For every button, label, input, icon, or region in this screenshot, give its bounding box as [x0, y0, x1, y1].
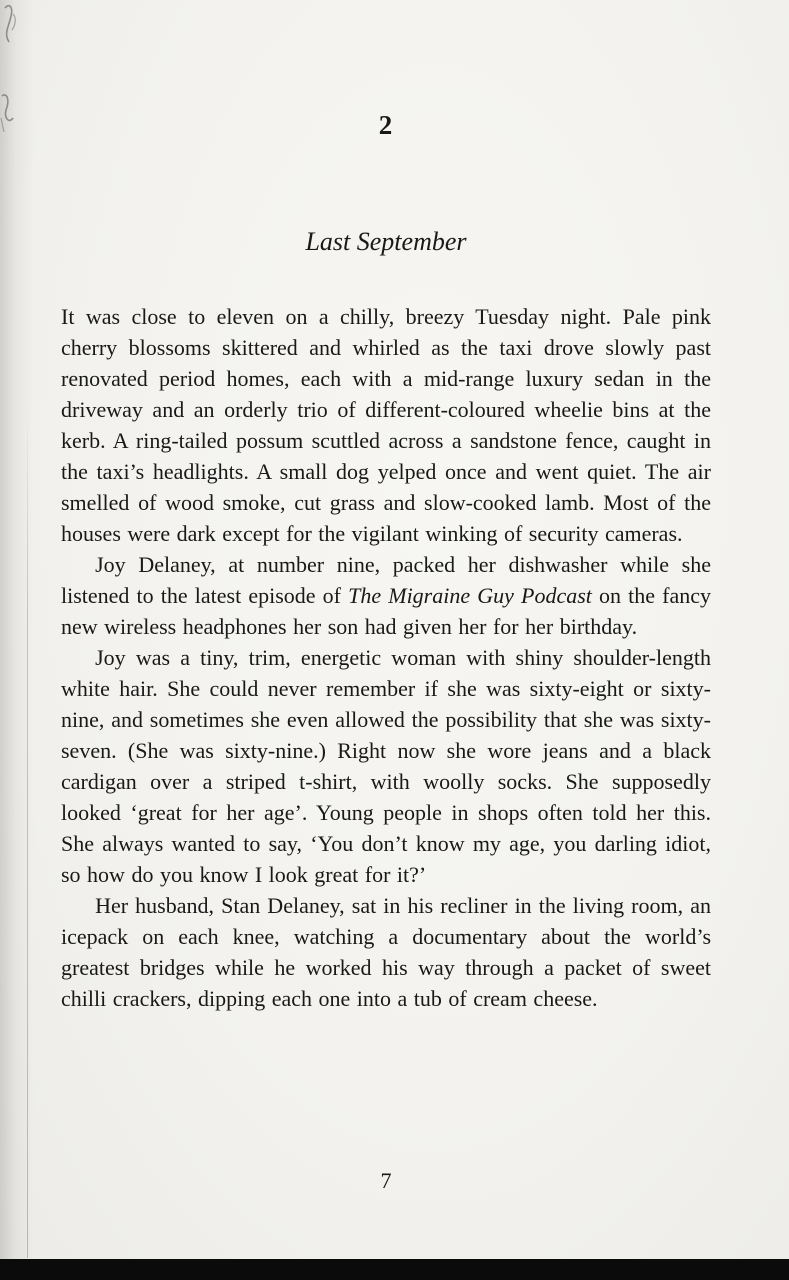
margin-scribble-marks	[0, 0, 30, 160]
paragraph-2-text-after: on the fancy new wireless headphones her son had given her for her birthday.	[61, 583, 712, 639]
page-content	[61, 0, 711, 1280]
paragraph-2-text-before: Joy Delaney, at number nine, packed her dishwasher while she listened to the latest episode of	[61, 552, 711, 608]
scan-bottom-bar	[0, 1259, 789, 1280]
podcast-title-italic: The Migraine Guy Podcast	[348, 583, 592, 608]
paragraph-4: Her husband, Stan Delaney, sat in his recliner in the living room, an icepack on each knee, watching a documentary about the world’s greatest bridges while he worked his way through a packet of sweet chilli crackers, dipping each one into a tub of cream cheese.	[61, 893, 711, 1011]
paragraph-3: Joy was a tiny, trim, energetic woman with shiny shoulder-length white hair. She could never remember if she was sixty-eight or sixty-nine, and sometimes she even allowed the possibility that she was sixty-seven. (She was sixty-nine.) Right now she wore jeans and a black cardigan over a striped t-shirt, with woolly socks. She supposedly looked ‘great for her age’. Young people in shops often told her this. She always wanted to say, ‘You don’t know my age, you darling idiot, so how do you know I look great for it?’	[61, 645, 711, 887]
scan-left-edge-shadow	[0, 0, 34, 1280]
body-text	[61, 301, 711, 1014]
chapter-number: 2	[378, 110, 394, 140]
chapter-title: Last September	[305, 227, 467, 256]
paragraph-2	[61, 549, 711, 642]
page-number: 7	[380, 1168, 392, 1193]
paragraph-1: It was close to eleven on a chilly, breezy Tuesday night. Pale pink cherry blossoms skittered and whirled as the taxi drove slowly past renovated period homes, each with a mid-range luxury sedan in the driveway and an orderly trio of different-coloured wheelie bins at the kerb. A ring-tailed possum scuttled across a sandstone fence, caught in the taxi’s headlights. A small dog yelped once and went quiet. The air smelled of wood smoke, cut grass and slow-cooked lamb. Most of the houses were dark except for the vigilant winking of security cameras.	[61, 304, 711, 546]
page-gutter-line	[27, 400, 28, 1258]
